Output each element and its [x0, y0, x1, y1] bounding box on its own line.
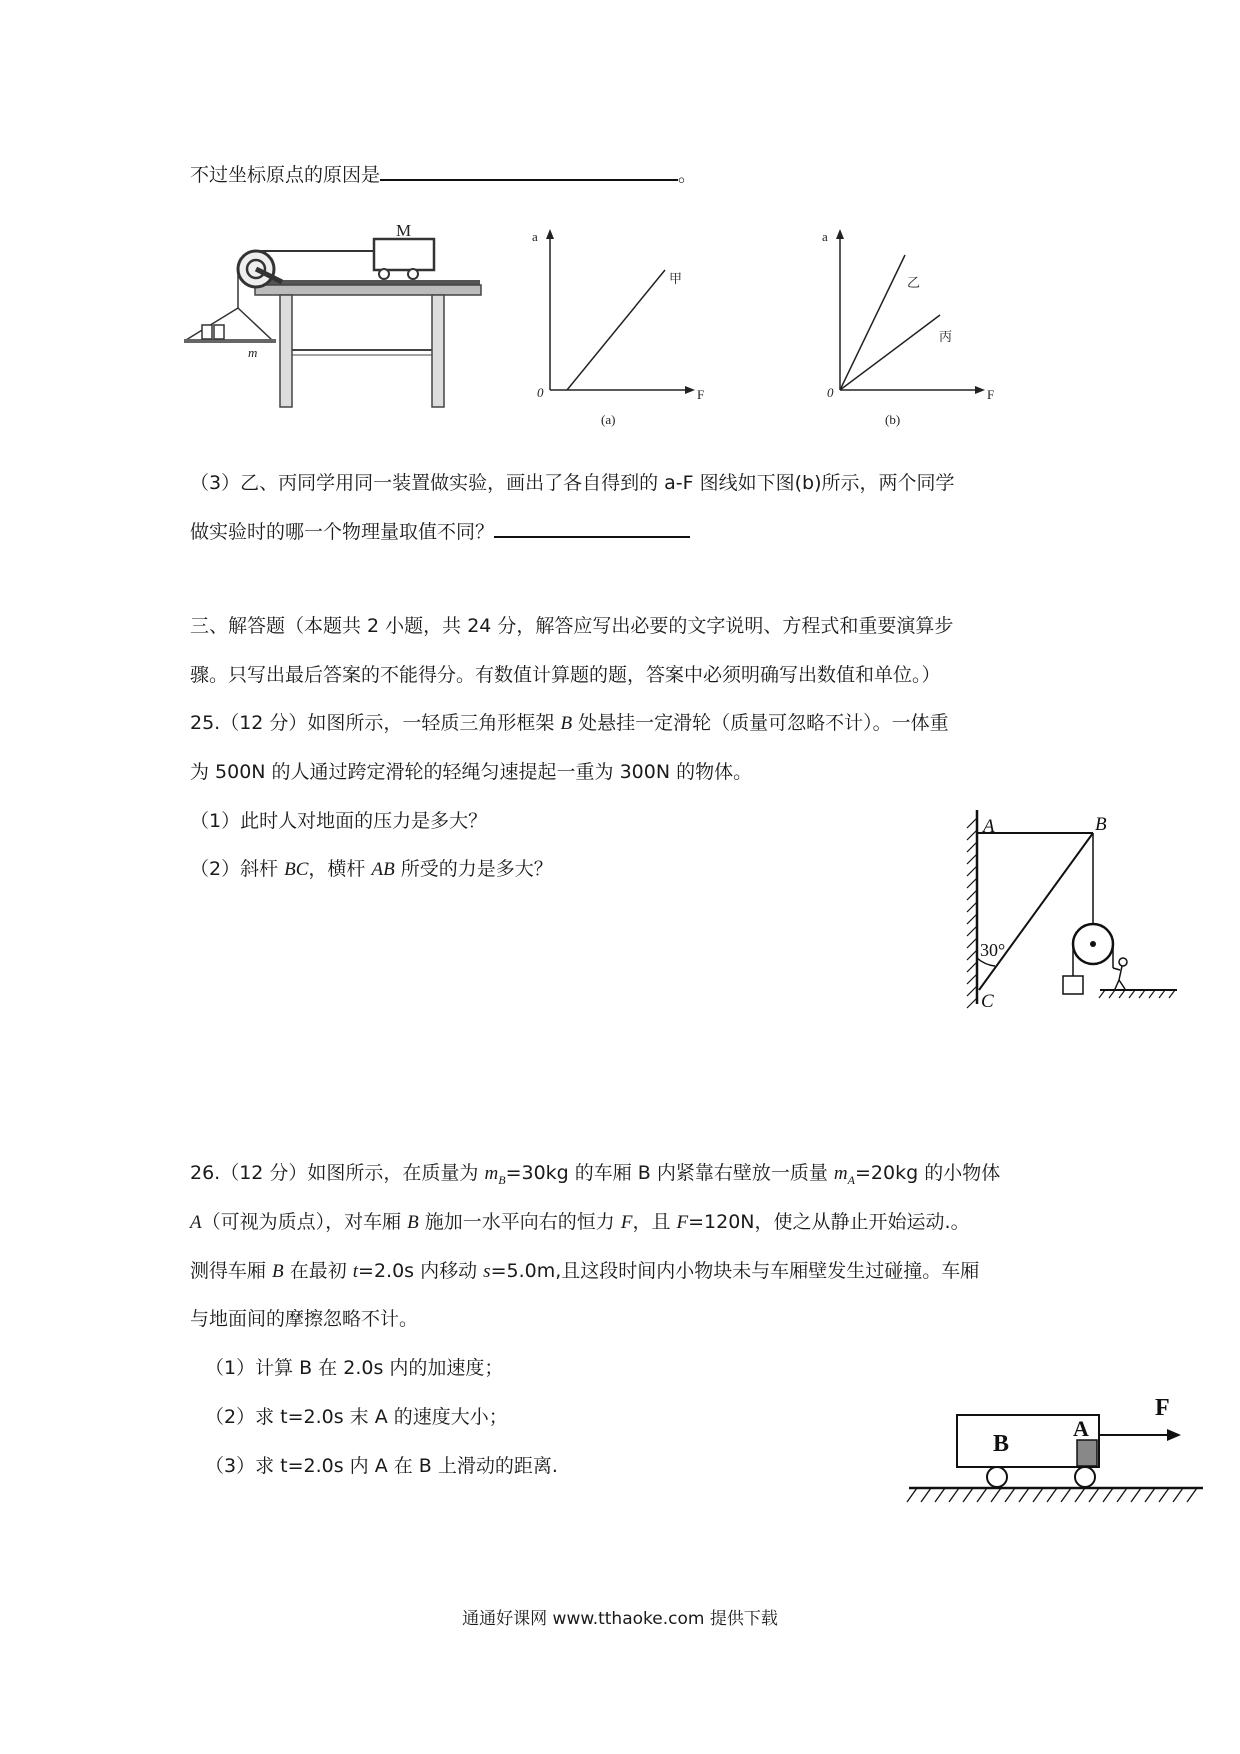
q24-3-line2 [190, 518, 690, 545]
q26-l1-part-b: =30kg 的车厢 B 内紧靠右壁放一质量 [505, 1162, 834, 1184]
graph-a-x-arrow [685, 386, 695, 394]
graph-b-x-arrow [975, 386, 985, 394]
pulley-center [1090, 941, 1096, 947]
graph-a-axis-y-label: a [532, 229, 538, 244]
q26-l2-A: A [190, 1212, 202, 1233]
ground-hatching [907, 1488, 1197, 1502]
label-A: A [983, 816, 995, 837]
q26-l2-part-a: （可视为质点），对车厢 [201, 1211, 408, 1233]
pan-plate [184, 339, 276, 343]
force-arrow-head [1167, 1429, 1181, 1441]
q26-l2-F: F [620, 1212, 633, 1233]
wheel-right [1075, 1467, 1095, 1487]
cart-wheel-right [408, 269, 418, 279]
label-C: C [981, 991, 994, 1012]
q25-sub2-part-b: ，横杆 [308, 858, 372, 880]
q26-l2-part-d: =120N，使之从静止开始运动.。 [688, 1211, 970, 1233]
block-A [1077, 1440, 1097, 1466]
q26-sub2: （2）求 t=2.0s 末 A 的速度大小； [205, 1406, 508, 1428]
q24-tail-line [190, 161, 697, 188]
q25-sub2-var-AB: AB [371, 859, 395, 880]
q25-line2: 为 500N 的人通过跨定滑轮的轻绳匀速提起一重为 300N 的物体。 [190, 761, 753, 783]
graph-a-origin: 0 [537, 385, 544, 400]
q26-sub1: （1）计算 B 在 2.0s 内的加速度； [205, 1357, 504, 1379]
q25-line1-part-b: 处悬挂一定滑轮（质量可忽略不计）。一体重 [572, 712, 949, 734]
weight-2 [214, 325, 224, 339]
graph-b-axis-x-label: F [987, 387, 995, 402]
q26-l3-part-b: 在最初 [283, 1260, 353, 1282]
q26-line3 [190, 1258, 979, 1285]
label-M: M [396, 221, 412, 240]
section3-line2: 骤。只写出最后答案的不能得分。有数值计算题的题，答案中必须明确写出数值和单位。） [190, 664, 941, 686]
wheel-left [987, 1467, 1007, 1487]
q26-l1-mA-sub: A [847, 1172, 855, 1187]
graph-b-caption: (b) [885, 412, 901, 427]
q26-l1-part-a: 26.（12 分）如图所示，在质量为 [190, 1162, 485, 1184]
q25-line1-var-B: B [560, 713, 573, 734]
q26-l3-s: s [483, 1261, 491, 1282]
q25-sub2-part-c: 所受的力是多大？ [394, 858, 553, 880]
q26-l3-part-a: 测得车厢 [190, 1260, 273, 1282]
q24-3-line2-text: 做实验时的哪一个物理量取值不同？ [190, 521, 495, 543]
q26-l3-B: B [272, 1261, 284, 1282]
graph-a-line-jia [567, 270, 665, 390]
graph-b-origin: 0 [827, 385, 834, 400]
graph-b-y-arrow [836, 229, 844, 239]
table-edge [255, 285, 481, 295]
label-F: F [1155, 1395, 1170, 1421]
q25-sub1: （1）此时人对地面的压力是多大？ [190, 810, 488, 832]
q26-line4: 与地面间的摩擦忽略不计。 [190, 1308, 419, 1330]
graph-a-caption: (a) [601, 412, 616, 427]
q26-line2 [190, 1209, 970, 1236]
label-angle: 30° [980, 940, 1006, 960]
label-m: m [248, 345, 258, 360]
answer-blank-2[interactable] [494, 518, 690, 538]
q24-3-line1: （3）乙、丙同学用同一装置做实验，画出了各自得到的 a-F 图线如下图(b)所示，两个同学 [190, 472, 955, 494]
q26-l1-mB: m [484, 1163, 499, 1184]
apparatus-figure [200, 221, 500, 428]
q26-l3-t: t [352, 1261, 359, 1282]
q26-l1-part-c: =20kg 的小物体 [855, 1162, 1001, 1184]
q25-frame-figure [955, 808, 1195, 1018]
q26-cart-figure [905, 1385, 1225, 1515]
q26-sub3: （3）求 t=2.0s 内 A 在 B 上滑动的距离. [205, 1455, 558, 1477]
label-A: A [1073, 1416, 1089, 1441]
q26-l2-B: B [407, 1212, 419, 1233]
graph-b-axis-y-label: a [822, 229, 828, 244]
pan-string-right [238, 308, 272, 340]
label-B: B [1095, 814, 1107, 835]
page-footer: 通通好课网 www.tthaoke.com 提供下载 [462, 1609, 778, 1629]
q25-line1 [190, 710, 949, 737]
q24-tail-end: 。 [678, 164, 698, 186]
table-leg-left [280, 295, 292, 407]
graph-b-line-yi [840, 255, 905, 390]
graph-b-line1-label: 乙 [907, 275, 921, 290]
q26-l1-mA: m [833, 1163, 848, 1184]
cart-wheel-left [379, 269, 389, 279]
q25-line1-part-a: 25.（12 分）如图所示，一轻质三角形框架 [190, 712, 561, 734]
table-leg-right [432, 295, 444, 407]
graph-b-line-bing [840, 315, 940, 390]
ground-hatching [1099, 990, 1175, 998]
q24-tail-text: 不过坐标原点的原因是 [190, 164, 381, 186]
answer-blank-1[interactable] [380, 161, 678, 181]
person-figure [1113, 958, 1127, 989]
q25-sub2-var-BC: BC [284, 859, 309, 880]
q26-l2-part-b: 施加一水平向右的恒力 [418, 1211, 621, 1233]
graph-a-line-label: 甲 [669, 271, 683, 286]
q26-l1-mB-sub: B [498, 1172, 506, 1187]
graph-b-line2-label: 丙 [939, 329, 953, 344]
q26-l2-F2: F [676, 1212, 689, 1233]
wall-hatching [967, 818, 977, 1008]
weight-box [1063, 976, 1083, 994]
q25-sub2-part-a: （2）斜杆 [190, 858, 285, 880]
graph-a [525, 225, 705, 425]
q25-sub2 [190, 856, 553, 883]
graph-a-axis-x-label: F [697, 387, 705, 402]
q26-l2-part-c: ，且 [632, 1211, 677, 1233]
bar-BC [979, 833, 1093, 990]
q26-l3-part-d: =5.0m,且这段时间内小物块未与车厢壁发生过碰撞。车厢 [490, 1260, 980, 1282]
graph-b [815, 225, 995, 425]
cart-body [374, 239, 434, 270]
section3-line1: 三、解答题（本题共 2 小题，共 24 分，解答应写出必要的文字说明、方程式和重要演算步 [190, 615, 954, 637]
q26-l3-part-c: =2.0s 内移动 [358, 1260, 484, 1282]
graph-a-y-arrow [546, 229, 554, 239]
label-B: B [993, 1431, 1010, 1457]
weight-1 [202, 325, 212, 339]
q26-line1 [190, 1160, 1000, 1193]
